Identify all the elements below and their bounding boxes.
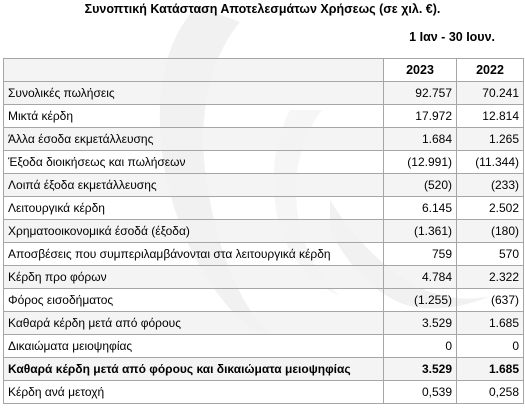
value-2023: 0,539 [384,381,457,404]
table-row [4,220,524,243]
value-2023: (12.991) [384,151,457,174]
value-2022: 1.265 [457,128,524,151]
income-statement-table [3,58,524,404]
row-label: Κέρδη ανά μετοχή [4,381,384,404]
table-body [4,82,524,404]
value-2022: 2.502 [457,197,524,220]
header-year-2022: 2022 [457,59,524,82]
value-2022: (637) [457,289,524,312]
value-2023: 92.757 [384,82,457,105]
value-2023: 6.145 [384,197,457,220]
row-label: Καθαρά κέρδη μετά από φόρους [4,312,384,335]
value-2022: 2.322 [457,266,524,289]
value-2023: 4.784 [384,266,457,289]
value-2022: 0 [457,335,524,358]
row-label: Χρηματοοικονομικά έσοδά (έξοδα) [4,220,384,243]
table-row [4,335,524,358]
row-label: Άλλα έσοδα εκμετάλλευσης [4,128,384,151]
value-2022: (11.344) [457,151,524,174]
table-row [4,128,524,151]
value-2023: (1.361) [384,220,457,243]
statement-period: 1 Ιαν - 30 Ιουν. [409,30,495,44]
value-2022: 0,258 [457,381,524,404]
row-label: Έξοδα διοικήσεως και πωλήσεων [4,151,384,174]
table-row [4,151,524,174]
value-2023: 0 [384,335,457,358]
header-year-2023: 2023 [384,59,457,82]
table-header-row [4,59,524,82]
table-row [4,381,524,404]
value-2022: 1.685 [457,312,524,335]
header-label-cell [4,59,384,82]
value-2023: 17.972 [384,105,457,128]
row-label: Λοιπά έξοδα εκμετάλλευσης [4,174,384,197]
table-row [4,197,524,220]
table-row [4,105,524,128]
value-2022: (180) [457,220,524,243]
table-row [4,243,524,266]
table-row [4,82,524,105]
table-row [4,312,524,335]
table-row [4,174,524,197]
value-2022: 70.241 [457,82,524,105]
row-label: Συνολικές πωλήσεις [4,82,384,105]
value-2022: (233) [457,174,524,197]
table-row [4,266,524,289]
value-2023: 3.529 [384,358,457,381]
row-label: Λειτουργικά κέρδη [4,197,384,220]
value-2023: 759 [384,243,457,266]
statement-title: Συνοπτική Κατάσταση Αποτελεσμάτων Χρήσεως (σε χιλ. €). [84,2,441,16]
row-label: Μικτά κέρδη [4,105,384,128]
table-row [4,358,524,381]
table-row [4,289,524,312]
row-label: Κέρδη προ φόρων [4,266,384,289]
row-label: Δικαιώματα μειοψηφίας [4,335,384,358]
row-label: Αποσβέσεις που συμπεριλαμβάνονται στα λειτουργικά κέρδη [4,243,384,266]
value-2022: 570 [457,243,524,266]
value-2022: 1.685 [457,358,524,381]
row-label: Φόρος εισοδήματος [4,289,384,312]
value-2023: 3.529 [384,312,457,335]
value-2023: (1.255) [384,289,457,312]
value-2023: 1.684 [384,128,457,151]
row-label: Καθαρά κέρδη μετά από φόρους και δικαιώματα μειοψηφίας [4,358,384,381]
value-2022: 12.814 [457,105,524,128]
value-2023: (520) [384,174,457,197]
